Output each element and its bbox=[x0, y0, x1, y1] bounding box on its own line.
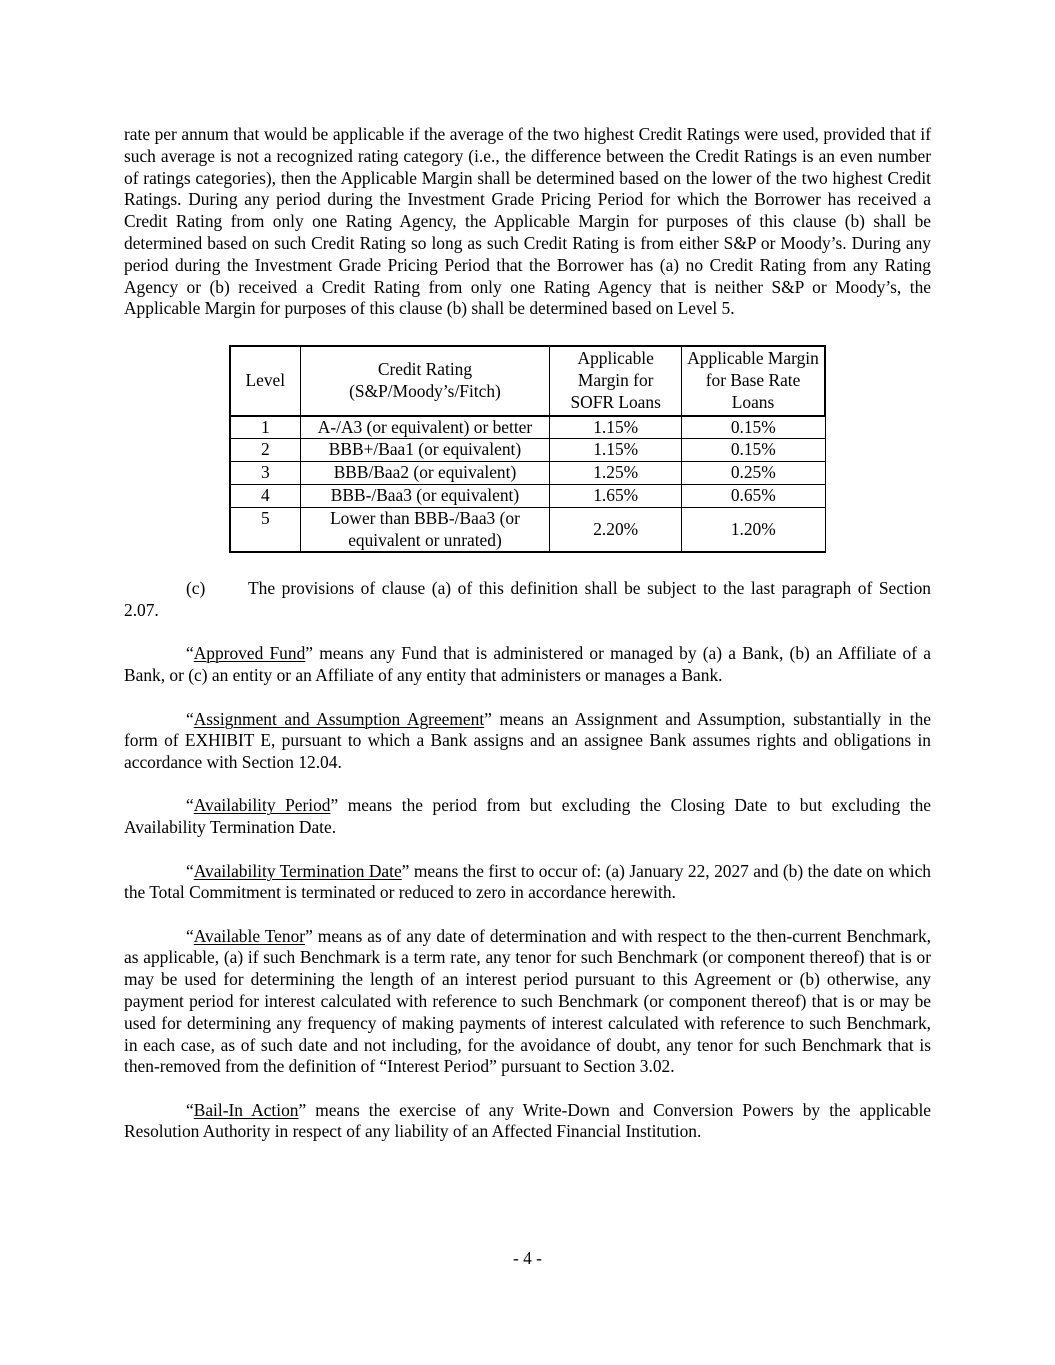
cell-sofr-margin: 2.20% bbox=[550, 507, 682, 552]
cell-credit-rating: BBB/Baa2 (or equivalent) bbox=[300, 462, 550, 485]
definition-text: ” means the period from but excluding the Closing Date to but excluding the Availability Termination Date. bbox=[124, 795, 931, 838]
cell-level: 3 bbox=[230, 462, 300, 485]
cell-base-rate-margin: 0.25% bbox=[682, 462, 825, 485]
clause-c-text: The provisions of clause (a) of this definition shall be subject to the last paragraph of Section 2.07. bbox=[124, 578, 931, 621]
definition-text: ” means the exercise of any Write-Down and Conversion Powers by the applicable Resolution Authority in respect of any liability of an Affected Financial Institution. bbox=[124, 1099, 931, 1142]
defined-term: Bail-In Action bbox=[193, 1099, 299, 1120]
clause-c-paragraph bbox=[124, 578, 931, 622]
definition-text: ” means the first to occur of: (a) January 22, 2027 and (b) the date on which the Total Commitment is terminated or reduced to zero in accordance herewith. bbox=[124, 860, 931, 903]
definition-text: ” means an Assignment and Assumption, substantially in the form of EXHIBIT E, pursuant to which a Bank assigns and an assignee Bank assumes rights and obligations in accordance with Section 12.04. bbox=[124, 708, 931, 773]
defined-term: Assignment and Assumption Agreement bbox=[193, 708, 485, 729]
table-row bbox=[230, 462, 825, 485]
defined-term: Approved Fund bbox=[193, 643, 306, 664]
cell-level: 2 bbox=[230, 439, 300, 462]
cell-credit-rating: Lower than BBB-/Baa3 (or equivalent or unrated) bbox=[300, 507, 550, 552]
clause-c-label: (c) bbox=[186, 578, 206, 599]
definition-approved-fund: “Approved Fund” means any Fund that is administered or managed by (a) a Bank, (b) an Affiliate of a Bank, or (c) an entity or an Affiliate of any entity that administers or manages a Bank. bbox=[124, 643, 931, 686]
table-row bbox=[230, 507, 825, 552]
page-number: - 4 - bbox=[513, 1248, 542, 1268]
cell-credit-rating: BBB-/Baa3 (or equivalent) bbox=[300, 484, 550, 507]
document-page bbox=[124, 124, 931, 1165]
header-level: Level bbox=[230, 346, 300, 415]
cell-base-rate-margin: 0.15% bbox=[682, 439, 825, 462]
table-row bbox=[230, 416, 825, 439]
definition-availability-period: “Availability Period” means the period from but excluding the Closing Date to but excluding the Availability Termination Date. bbox=[124, 795, 931, 838]
table-row bbox=[230, 439, 825, 462]
table-header-row bbox=[230, 346, 825, 415]
cell-credit-rating: A-/A3 (or equivalent) or better bbox=[300, 416, 550, 439]
definition-text: ” means as of any date of determination and with respect to the then-current Benchmark, as applicable, (a) if such Benchmark is a term rate, any tenor for such Benchmark (or component thereof) that is or may be used for determining the length of an interest period pursuant to this Agreement or (b) otherwise, any payment period for interest calculated with reference to such Benchmark (or component thereof) that is or may be used for determining any frequency of making payments of interest calculated with reference to such Benchmark, in each case, as of such date and not including, for the avoidance of doubt, any tenor for such Benchmark that is then-removed from the definition of “Interest Period” pursuant to Section 3.02. bbox=[124, 925, 932, 1077]
cell-base-rate-margin: 0.65% bbox=[682, 484, 825, 507]
header-credit-rating: Credit Rating (S&P/Moody’s/Fitch) bbox=[300, 346, 550, 415]
cell-sofr-margin: 1.65% bbox=[550, 484, 682, 507]
cell-sofr-margin: 1.25% bbox=[550, 462, 682, 485]
definition-assignment-and-assumption-agreement: “Assignment and Assumption Agreement” means an Assignment and Assumption, substantially in the form of EXHIBIT E, pursuant to which a Bank assigns and an assignee Bank assumes rights and obligations in accordance with Section 12.04. bbox=[124, 708, 931, 773]
applicable-margin-table bbox=[229, 345, 826, 553]
defined-term: Availability Termination Date bbox=[193, 860, 402, 881]
intro-paragraph: rate per annum that would be applicable if the average of the two highest Credit Ratings were used, provided that if such average is not a recognized rating category (i.e., the difference between the Credit Ratings is an even number of ratings categories), then the Applicable Margin shall be determined based on the lower of the two highest Credit Ratings. During any period during the Investment Grade Pricing Period for which the Borrower has received a Credit Rating from only one Rating Agency, the Applicable Margin for purposes of this clause (b) shall be determined based on such Credit Rating so long as such Credit Rating is from either S&P or Moody’s. During any period during the Investment Grade Pricing Period that the Borrower has (a) no Credit Rating from any Rating Agency or (b) received a Credit Rating from only one Rating Agency that is neither S&P or Moody’s, the Applicable Margin for purposes of this clause (b) shall be determined based on Level 5. bbox=[124, 124, 931, 319]
cell-base-rate-margin: 1.20% bbox=[682, 507, 825, 552]
definition-bail-in-action: “Bail-In Action” means the exercise of any Write-Down and Conversion Powers by the applicable Resolution Authority in respect of any liability of an Affected Financial Institution. bbox=[124, 1099, 931, 1142]
cell-level: 1 bbox=[230, 416, 300, 439]
defined-term: Availability Period bbox=[193, 795, 331, 816]
definition-text: ” means any Fund that is administered or managed by (a) a Bank, (b) an Affiliate of a Bank, or (c) an entity or an Affiliate of any entity that administers or manages a Bank. bbox=[124, 643, 931, 686]
cell-sofr-margin: 1.15% bbox=[550, 439, 682, 462]
cell-level: 4 bbox=[230, 484, 300, 507]
cell-level: 5 bbox=[230, 507, 300, 552]
cell-base-rate-margin: 0.15% bbox=[682, 416, 825, 439]
table-row bbox=[230, 484, 825, 507]
header-sofr-margin: Applicable Margin for SOFR Loans bbox=[550, 346, 682, 415]
cell-sofr-margin: 1.15% bbox=[550, 416, 682, 439]
cell-credit-rating: BBB+/Baa1 (or equivalent) bbox=[300, 439, 550, 462]
definition-available-tenor: “Available Tenor” means as of any date of determination and with respect to the then-current Benchmark, as applicable, (a) if such Benchmark is a term rate, any tenor for such Benchmark (or component thereof) that is or may be used for determining the length of an interest period pursuant to this Agreement or (b) otherwise, any payment period for interest calculated with reference to such Benchmark (or component thereof) that is or may be used for determining any frequency of making payments of interest calculated with reference to such Benchmark, in each case, as of such date and not including, for the avoidance of doubt, any tenor for such Benchmark that is then-removed from the definition of “Interest Period” pursuant to Section 3.02. bbox=[124, 925, 932, 1077]
header-base-rate-margin: Applicable Margin for Base Rate Loans bbox=[682, 346, 825, 415]
definition-availability-termination-date: “Availability Termination Date” means the first to occur of: (a) January 22, 2027 and (b) the date on which the Total Commitment is terminated or reduced to zero in accordance herewith. bbox=[124, 860, 931, 903]
defined-term: Available Tenor bbox=[193, 925, 306, 946]
